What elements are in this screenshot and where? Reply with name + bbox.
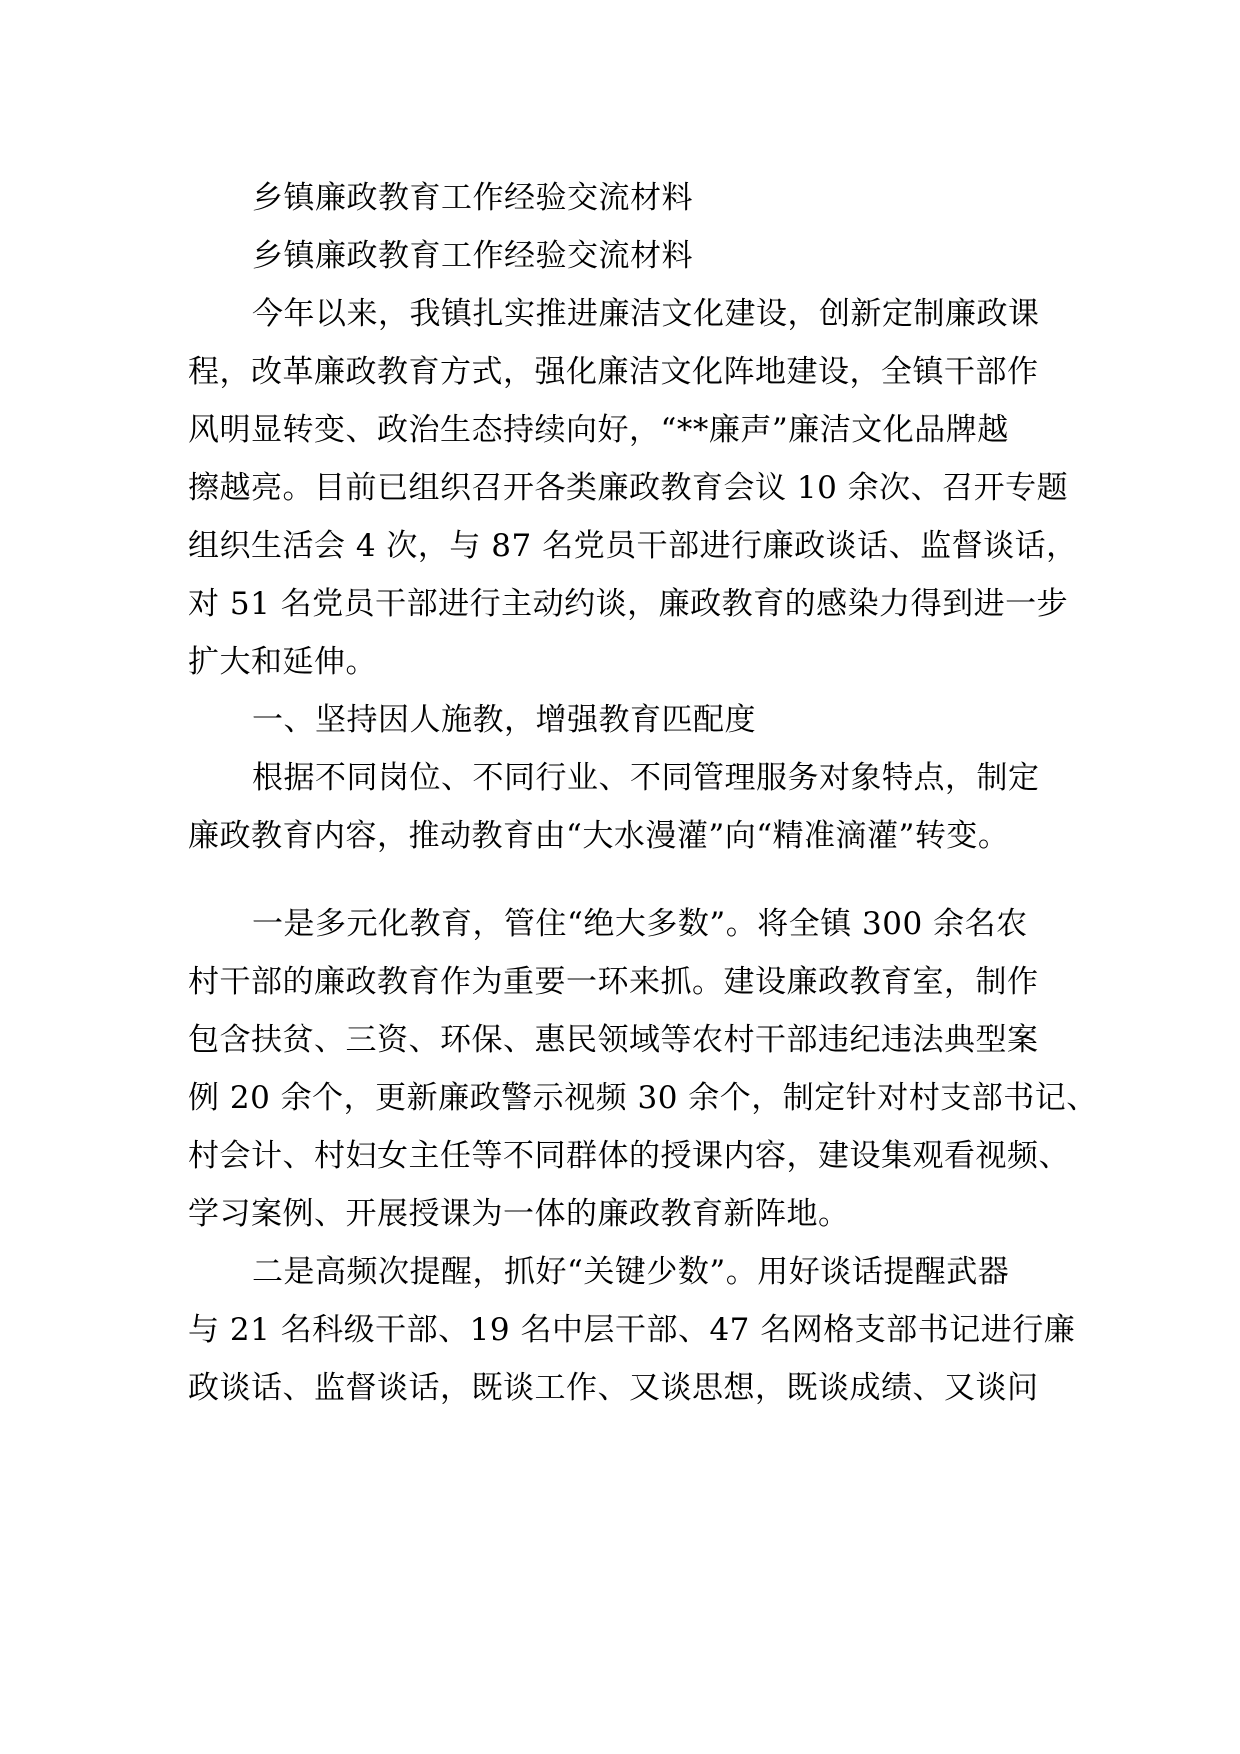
paragraph-line: 风明显转变、政治生态持续向好，“**廉声”廉洁文化品牌越 [188, 412, 1009, 448]
document-title: 乡镇廉政教育工作经验交流材料 [252, 180, 693, 216]
paragraph-line: 擦越亮。目前已组织召开各类廉政教育会议 10 余次、召开专题 [188, 470, 1069, 506]
paragraph-line: 与 21 名科级干部、19 名中层干部、47 名网格支部书记进行廉 [188, 1312, 1076, 1348]
paragraph-line: 例 20 余个，更新廉政警示视频 30 余个，制定针对村支部书记、 [188, 1080, 1098, 1116]
paragraph-line: 二是高频次提醒，抓好“关键少数”。用好谈话提醒武器 [252, 1254, 1010, 1290]
paragraph-line: 扩大和延伸。 [188, 644, 377, 680]
paragraph-line: 今年以来，我镇扎实推进廉洁文化建设，创新定制廉政课 [252, 296, 1040, 332]
paragraph-line: 一是多元化教育，管住“绝大多数”。将全镇 300 余名农 [252, 906, 1028, 942]
paragraph-line: 包含扶贫、三资、环保、惠民领域等农村干部违纪违法典型案 [188, 1022, 1039, 1058]
paragraph-line: 村干部的廉政教育作为重要一环来抓。建设廉政教育室，制作 [188, 964, 1039, 1000]
paragraph-line: 学习案例、开展授课为一体的廉政教育新阵地。 [188, 1196, 850, 1232]
paragraph-line: 组织生活会 4 次，与 87 名党员干部进行廉政谈话、监督谈话， [188, 528, 1078, 564]
paragraph-line: 廉政教育内容，推动教育由“大水漫灌”向“精准滴灌”转变。 [188, 818, 1010, 854]
paragraph-line: 政谈话、监督谈话，既谈工作、又谈思想，既谈成绩、又谈问 [188, 1370, 1039, 1406]
paragraph-line: 村会计、村妇女主任等不同群体的授课内容，建设集观看视频、 [188, 1138, 1070, 1174]
section-heading: 一、坚持因人施教，增强教育匹配度 [252, 702, 756, 738]
paragraph-line: 程，改革廉政教育方式，强化廉洁文化阵地建设，全镇干部作 [188, 354, 1039, 390]
document-subtitle: 乡镇廉政教育工作经验交流材料 [252, 238, 693, 274]
paragraph-line: 根据不同岗位、不同行业、不同管理服务对象特点，制定 [252, 760, 1040, 796]
paragraph-line: 对 51 名党员干部进行主动约谈，廉政教育的感染力得到进一步 [188, 586, 1069, 622]
